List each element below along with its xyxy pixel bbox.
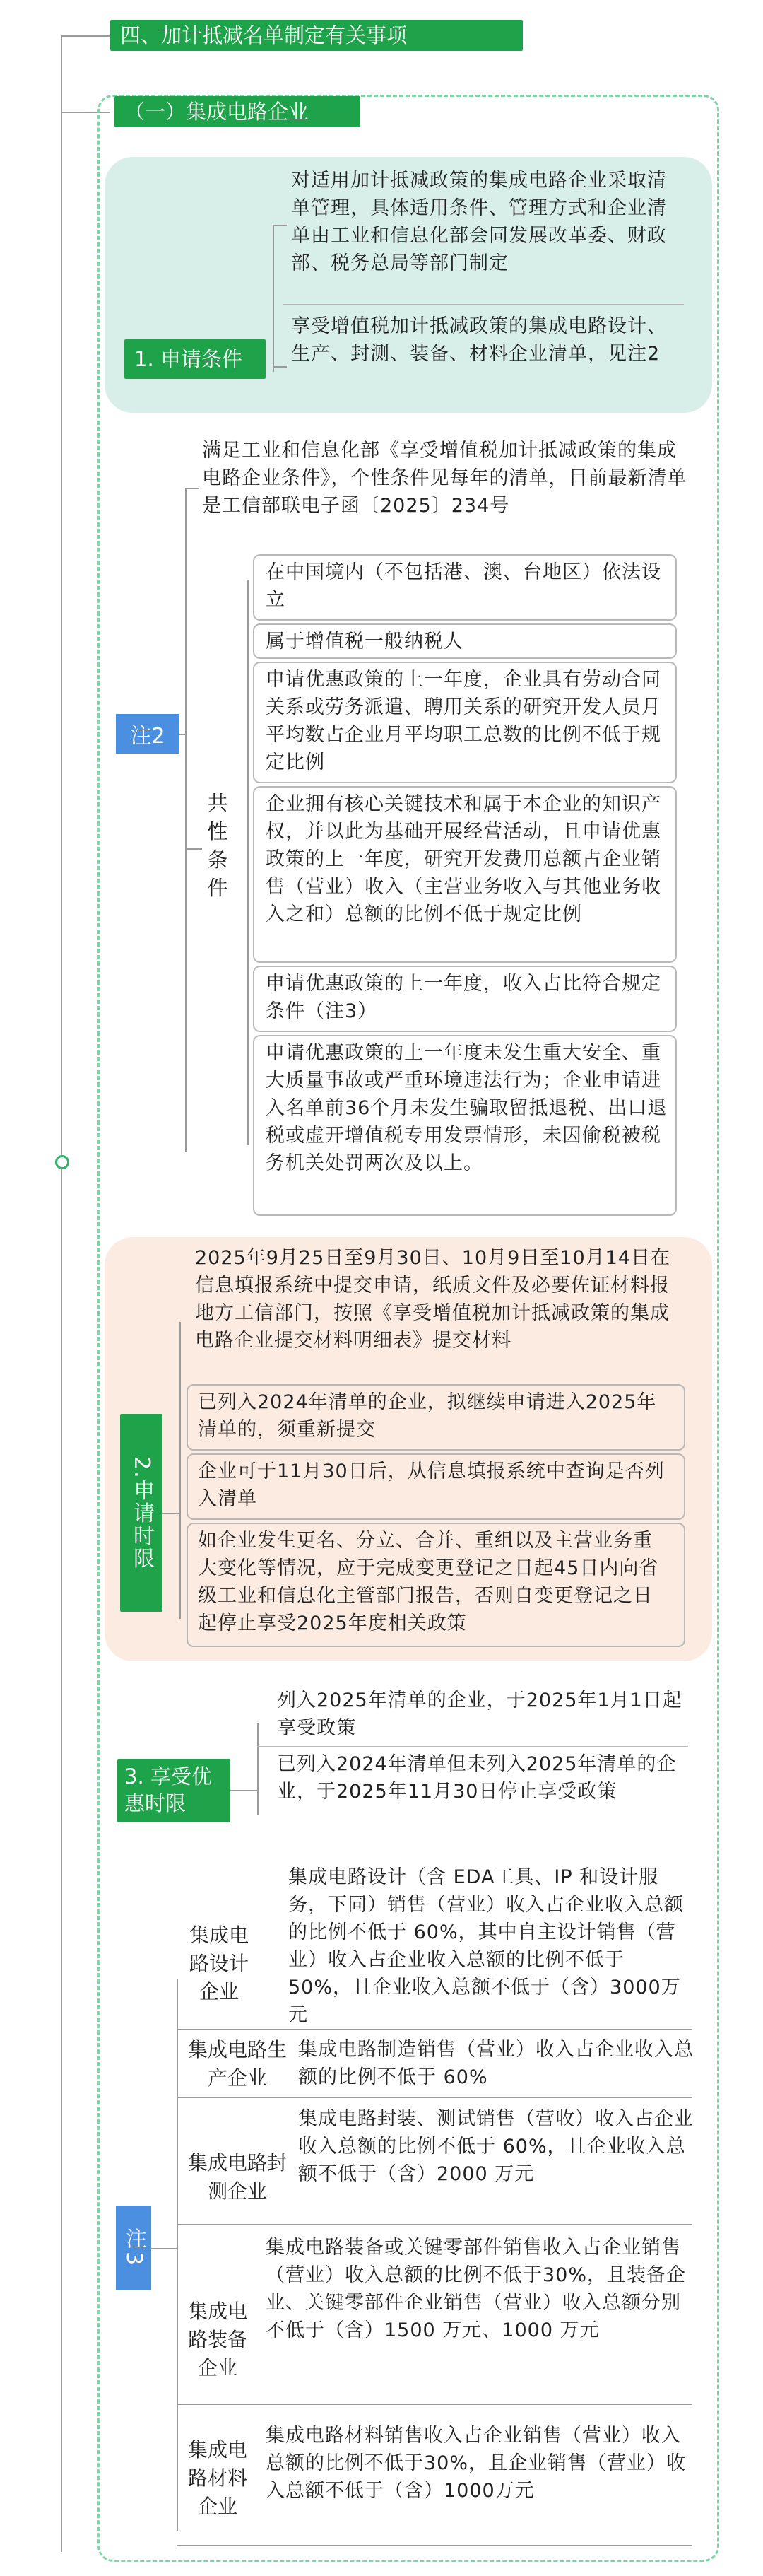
spine-link-1 <box>61 35 110 37</box>
note2-branch <box>185 488 187 1152</box>
section4-title[interactable]: 四、加计抵减名单制定有关事项 <box>110 20 523 51</box>
note3-row-2-line <box>177 2097 692 2098</box>
note3-row-4-name: 集成电路装备企业 <box>187 2300 247 2379</box>
main-spine-lower <box>61 1195 62 2552</box>
note3-row-4-line <box>177 2404 692 2405</box>
common-item-2: 属于增值税一般纳税人 <box>266 631 463 652</box>
apply-branch <box>273 225 274 372</box>
note3-label[interactable] <box>116 2206 151 2290</box>
main-spine <box>61 35 62 1195</box>
note3-row-3-line <box>177 2224 692 2225</box>
part1-title[interactable]: （一）集成电路企业 <box>114 96 360 127</box>
note2-link <box>179 734 185 735</box>
apply-label[interactable]: 1. 申请条件 <box>124 339 266 379</box>
note3-branch <box>177 1979 178 2531</box>
enjoy-label[interactable] <box>117 1759 230 1822</box>
enjoy-item-1: 列入2025年清单的企业，于2025年1月1日起享受政策 <box>277 1690 682 1739</box>
note2-intro: 满足工业和信息化部《享受增值税加计抵减政策的集成电路企业条件》，个性条件见每年的清单，目前最新清单是工信部联电子函〔2025〕234号 <box>202 440 687 517</box>
time-item-3: 企业可于11月30日后，从信息填报系统中查询是否列入清单 <box>198 1460 665 1510</box>
apply-link-2 <box>273 366 287 368</box>
common-item-4: 企业拥有核心关键技术和属于本企业的知识产权，并以此为基础开展经营活动，且申请优惠政策的上一年度，研究开发费用总额占企业销售（营业）收入（主营业务收入与其他业务收入之和）总额的比例不低于规定比例 <box>266 793 661 925</box>
common-item-5: 申请优惠政策的上一年度，收入占比符合规定条件（注3） <box>266 973 661 1022</box>
enjoy-sep <box>257 1746 688 1747</box>
common-item-3: 申请优惠政策的上一年度，企业具有劳动合同关系或劳务派遣、聘用关系的研究开发人员月平均数占企业月平均职工总数的比例不低于规定比例 <box>266 669 661 773</box>
time-link <box>162 1513 179 1514</box>
enjoy-label-text: 3. 享受优惠时限 <box>124 1764 212 1815</box>
apply-link-1 <box>273 225 287 226</box>
enjoy-link <box>230 1790 257 1791</box>
note3-row-5-line <box>177 2545 692 2546</box>
note2-common-branch <box>247 580 249 1145</box>
time-item-4: 如企业发生更名、分立、合并、重组以及主营业务重大变化等情况，应于完成变更登记之日起45日内向省级工业和信息化主管部门报告，否则自变更登记之日起停止享受2025年度相关政策 <box>198 1530 659 1634</box>
apply-item-2: 享受增值税加计抵减政策的集成电路设计、生产、封测、装备、材料企业清单，见注2 <box>291 315 667 365</box>
enjoy-branch <box>257 1723 259 1815</box>
common-item-1: 在中国境内（不包括港、澳、台地区）依法设立 <box>266 561 661 611</box>
note3-row-4-text: 集成电路装备或关键零部件销售收入占企业销售（营业）收入总额的比例不低于30%，且装备企业、关键零部件企业销售（营业）收入总额分别不低于（含）1500 万元、1000 万元 <box>266 2237 687 2341</box>
note2-label[interactable]: 注2 <box>116 714 179 754</box>
note3-row-2-name: 集成电路生产企业 <box>188 2038 288 2090</box>
note3-row-1-text: 集成电路设计（含 EDA工具、IP 和设计服务，下同）销售（营业）收入占企业收入总额的比例不低于 60%，其中自主设计销售（营业）收入占企业收入总额的比例不低于 50%，且企业收入总额不低于（含）3000万元 <box>288 1866 684 2026</box>
collapse-node[interactable] <box>55 1155 69 1169</box>
apply-item-1: 对适用加计抵减政策的集成电路企业采取清单管理，具体适用条件、管理方式和企业清单由工业和信息化部会同发展改革委、财政部、税务总局等部门制定 <box>291 170 667 274</box>
time-branch <box>179 1322 181 1619</box>
enjoy-item-2: 已列入2024年清单但未列入2025年清单的企业，于2025年11月30日停止享受政策 <box>277 1753 677 1803</box>
note3-row-3-name: 集成电路封测企业 <box>188 2151 288 2203</box>
note3-row-3-text: 集成电路封装、测试销售（营收）收入占企业收入总额的比例不低于 60%，且企业收入总额不低于（含）2000 万元 <box>298 2108 694 2185</box>
note3-row-5-text: 集成电路材料销售收入占企业销售（营业）收入总额的比例不低于30%，且企业销售（营业）收入总额不低于（含）1000万元 <box>266 2425 687 2502</box>
common-item-6: 申请优惠政策的上一年度未发生重大安全、重大质量事故或严重环境违法行为；企业申请进入名单前36个月未发生骗取留抵退税、出口退税或虚开增值税专用发票情形，未因偷税被税务机关处罚两次及以上。 <box>266 1042 668 1174</box>
note3-label-text: 注3 <box>122 2227 146 2268</box>
apply-sep <box>283 304 684 305</box>
time-label-text: 2.申请时限 <box>129 1456 154 1570</box>
time-label[interactable] <box>120 1414 162 1612</box>
note2-common-label: 共性条件 <box>207 791 228 900</box>
time-item-2: 已列入2024年清单的企业，拟继续申请进入2025年清单的，须重新提交 <box>198 1391 657 1441</box>
note2-intro-line <box>185 488 199 489</box>
note3-row-5-name: 集成电路材料企业 <box>187 2438 247 2518</box>
note3-row-1-name: 集成电路设计企业 <box>189 1924 249 2003</box>
time-item-1: 2025年9月25日至9月30日、10月9日至10月14日在信息填报系统中提交申请，纸质文件及必要佐证材料报地方工信部门，按照《享受增值税加计抵减政策的集成电路企业提交材料明细表》提交材料 <box>195 1247 671 1352</box>
note3-link <box>151 2248 177 2249</box>
note2-common-link <box>185 848 202 850</box>
note3-row-2-text: 集成电路制造销售（营业）收入占企业收入总额的比例不低于 60% <box>298 2039 694 2088</box>
note3-row-1-line <box>177 2029 692 2030</box>
